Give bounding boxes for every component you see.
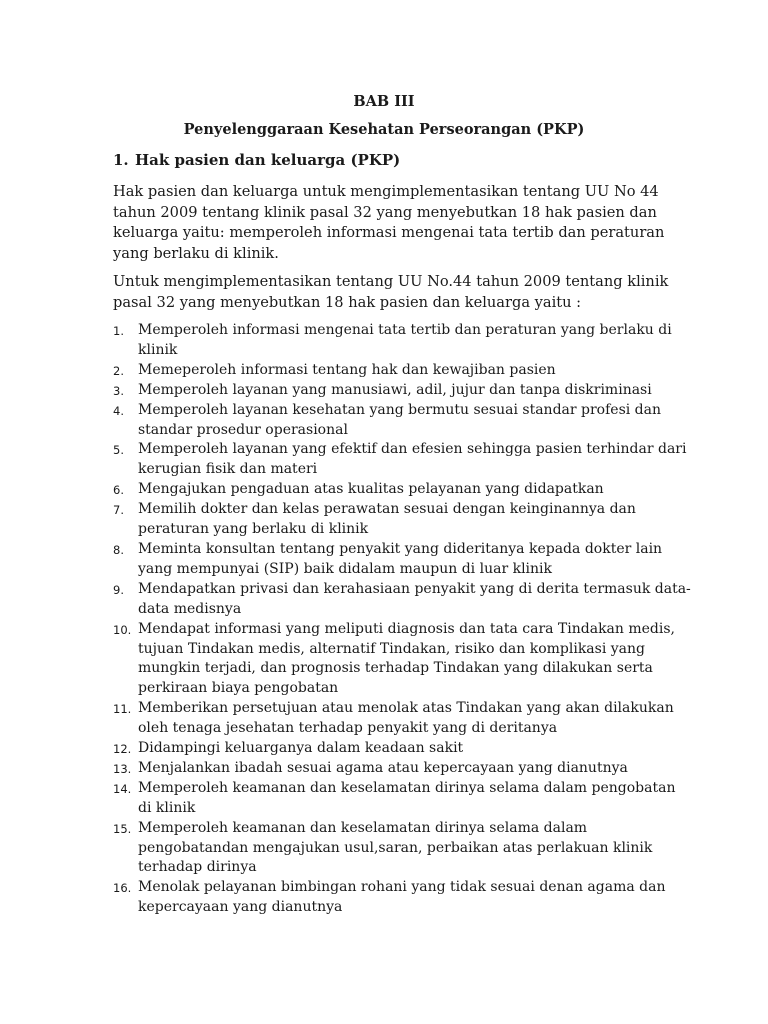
list-item [113,540,693,580]
list-item [113,878,693,918]
list-item-text: Menjalankan ibadah sesuai agama atau kepercayaan yang dianutnya [138,759,628,776]
section-title: Hak pasien dan keluarga (PKP) [135,151,401,169]
list-item [113,580,693,620]
list-item-number: 8. [113,542,124,557]
list-item-text: Memberikan persetujuan atau menolak atas Tindakan yang akan dilakukan oleh tenaga jesehatan terhadap penyakit yang di deritanya [138,700,674,737]
chapter-heading [0,93,768,110]
list-item-number: 5. [113,443,124,458]
list-item [113,401,693,441]
list-item [113,779,693,819]
list-item-text: Memilih dokter dan kelas perawatan sesuai dengan keinginannya dan peraturan yang berlaku di klinik [138,501,636,538]
list-item-number: 14. [113,781,132,796]
list-item [113,620,693,700]
list-item-text: Memperoleh layanan yang manusiawi, adil, jujur dan tanpa diskriminasi [138,381,652,398]
list-item-number: 9. [113,582,124,597]
list-item-number: 4. [113,403,124,418]
list-item-text: Memperoleh layanan yang efektif dan efesien sehingga pasien terhindar dari kerugian fisik dan materi [138,441,687,478]
list-item-number: 3. [113,383,124,398]
list-item-number: 11. [113,702,132,717]
list-item-text: Memperoleh keamanan dan keselamatan dirinya selama dalam pengobatan di klinik [138,779,676,816]
list-item [113,381,693,401]
list-item [113,321,693,361]
section-heading [113,151,400,169]
list-item-number: 1. [113,324,124,338]
list-item-number: 12. [113,742,132,757]
chapter-label: BAB III [353,93,415,110]
list-item-text: Memeperoleh informasi tentang hak dan kewajiban pasien [138,361,556,378]
list-item [113,759,693,779]
list-item-text: Meminta konsultan tentang penyakit yang dideritanya kepada dokter lain yang mempunyai (SIP) baik didalam maupun di luar klinik [138,540,663,577]
list-item-number: 6. [113,483,124,498]
list-item-number: 7. [113,503,124,518]
paragraph-intro: Hak pasien dan keluarga untuk mengimplementasikan tentang UU No 44 tahun 2009 tentang klinik pasal 32 yang menyebutkan 18 hak pasien dan keluarga yaitu: memperoleh informasi mengenai tata tertib dan peraturan yang berlaku di klinik. [113,183,665,262]
section-number: 1. [113,151,129,169]
list-item-number: 2. [113,363,124,378]
list-item [113,699,693,739]
list-item [113,739,693,759]
list-item [113,440,693,480]
list-item-text: Mendapat informasi yang meliputi diagnosis dan tata cara Tindakan medis, tujuan Tindakan medis, alternatif Tindakan, risiko dan komplikasi yang mungkin terjadi, dan prognosis terhadap Tindakan yang dilakukan serta perkiraan biaya pengobatan [138,620,676,697]
list-item-number: 13. [113,761,132,776]
list-item-text: Memperoleh keamanan dan keselamatan dirinya selama dalam pengobatandan mengajukan usul,saran, perbaikan atas perlakuan klinik terhadap dirinya [138,819,653,876]
list-item-number: 16. [113,881,132,896]
list-item [113,500,693,540]
list-item [113,480,693,500]
list-item-text: Mendapatkan privasi dan kerahasiaan penyakit yang di derita termasuk data-data medisnya [138,580,691,617]
paragraph-lead: Untuk mengimplementasikan tentang UU No.44 tahun 2009 tentang klinik pasal 32 yang menyebutkan 18 hak pasien dan keluarga yaitu : [113,273,669,311]
list-item-text: Memperoleh layanan kesehatan yang bermutu sesuai standar profesi dan standar prosedur operasional [138,401,662,438]
list-item-text: Mengajukan pengaduan atas kualitas pelayanan yang didapatkan [138,481,604,498]
list-item [113,361,693,381]
list-item-text: Menolak pelayanan bimbingan rohani yang tidak sesuai denan agama dan kepercayaan yang dianutnya [138,879,666,916]
list-item-text: Memperoleh informasi mengenai tata tertib dan peraturan yang berlaku di klinik [138,322,672,358]
list-item-number: 10. [113,622,132,637]
list-item-number: 15. [113,821,132,836]
document-title: Penyelenggaraan Kesehatan Perseorangan (PKP) [183,121,585,138]
list-item [113,819,693,879]
rights-list [113,321,693,918]
list-item-text: Didampingi keluarganya dalam keadaan sakit [138,740,464,757]
